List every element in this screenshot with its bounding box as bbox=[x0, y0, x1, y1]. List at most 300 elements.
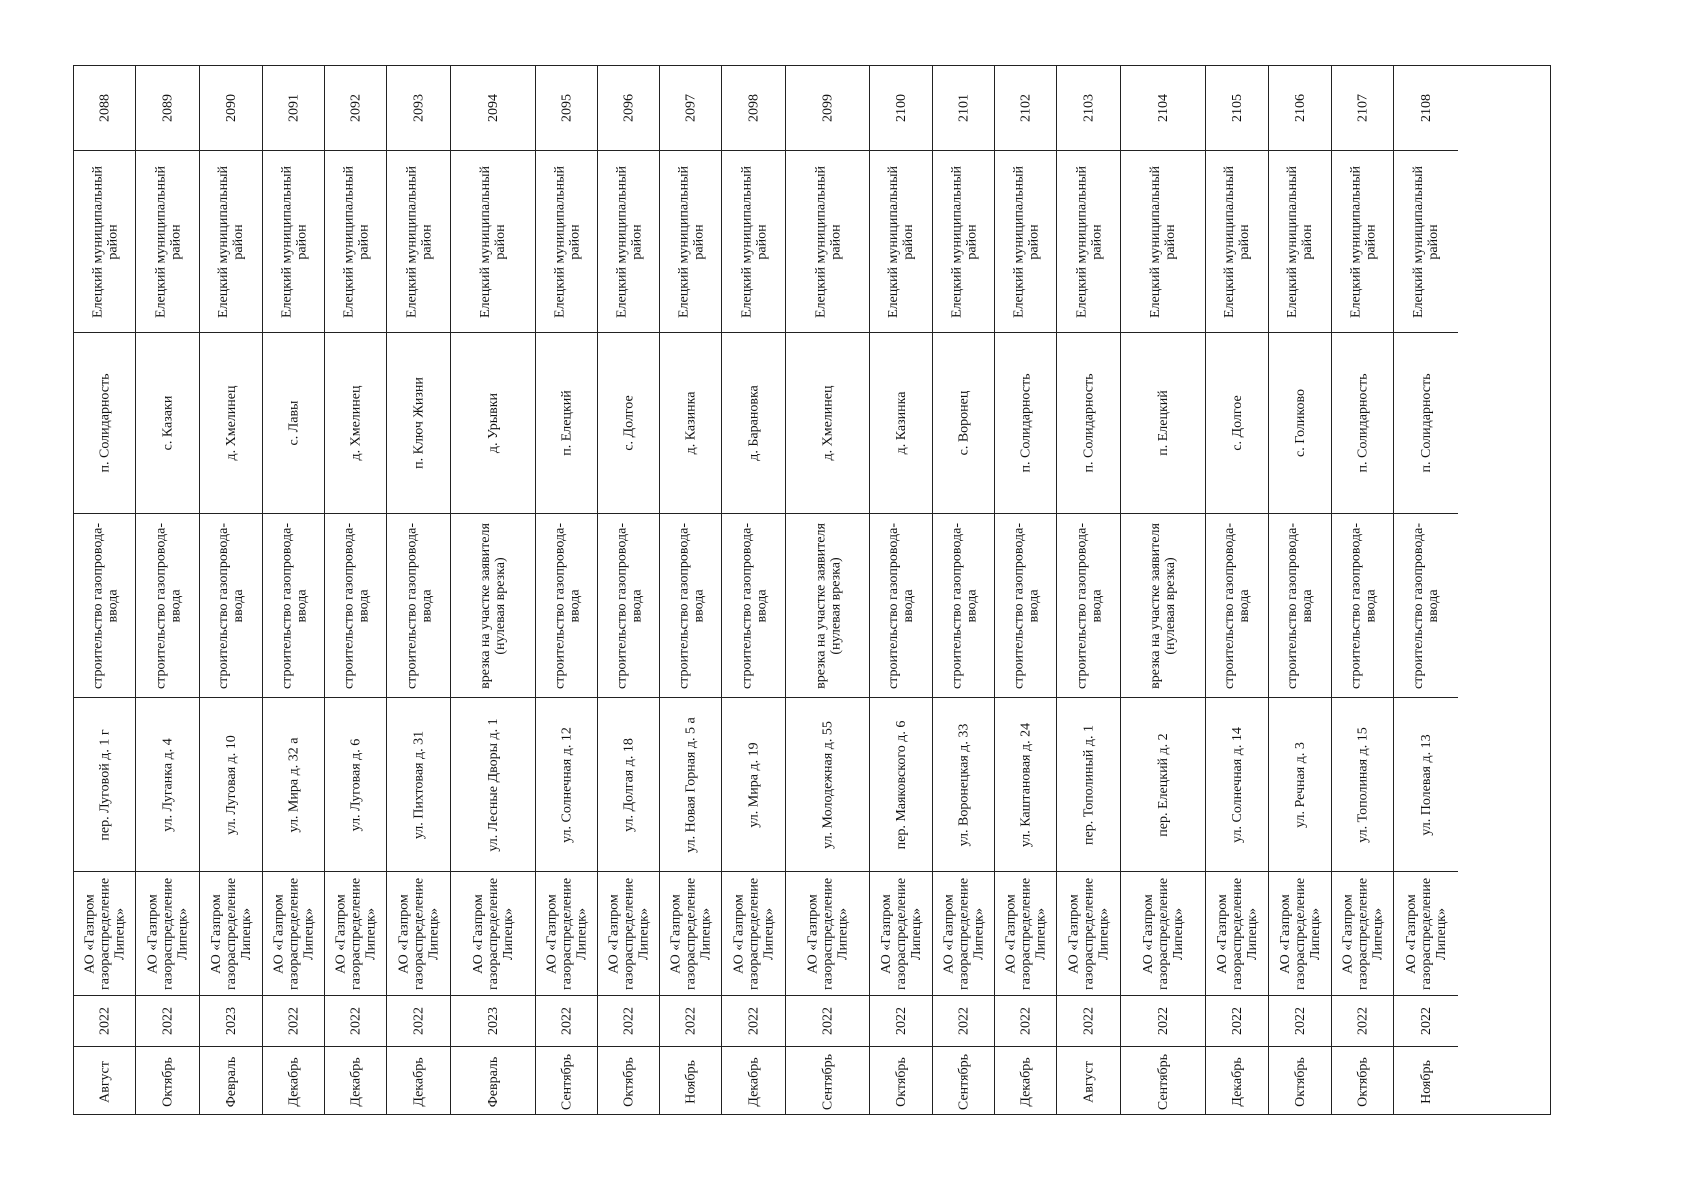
row-number: 2100 bbox=[893, 94, 909, 122]
year: 2022 bbox=[1018, 1007, 1033, 1035]
month: Декабрь bbox=[348, 1056, 363, 1107]
month-cell bbox=[200, 1047, 262, 1116]
work-type-cell bbox=[263, 514, 324, 698]
year: 2023 bbox=[223, 1007, 239, 1035]
organization: АО «Газпром газораспределение Липецк» bbox=[470, 877, 516, 990]
table-row bbox=[933, 66, 995, 1114]
table-row bbox=[536, 66, 598, 1114]
work-type-cell bbox=[325, 514, 386, 698]
district-cell bbox=[1121, 151, 1205, 333]
year-cell bbox=[74, 996, 135, 1047]
work-type: врезка на участке заявителя (нулевая врезка) bbox=[478, 522, 508, 689]
address: ул. Луговая д. 6 bbox=[348, 738, 363, 831]
work-type-cell bbox=[1057, 514, 1120, 698]
district: Елецкий муниципальный район bbox=[613, 165, 644, 318]
month-cell bbox=[870, 1047, 932, 1116]
month-cell bbox=[136, 1047, 199, 1116]
row-number: 2106 bbox=[1292, 94, 1308, 122]
address: ул. Солнечная д. 12 bbox=[559, 726, 574, 843]
row-number-cell bbox=[1121, 66, 1205, 151]
locality-cell bbox=[387, 333, 450, 514]
address-cell bbox=[1206, 698, 1268, 872]
work-type: строительство газопровода-ввода bbox=[1411, 522, 1441, 689]
organization: АО «Газпром газораспределение Липецк» bbox=[1340, 877, 1385, 990]
month: Февраль bbox=[485, 1056, 501, 1107]
work-type-cell bbox=[74, 514, 135, 698]
work-type-cell bbox=[1394, 514, 1458, 698]
year-cell bbox=[995, 996, 1056, 1047]
work-type: строительство газопровода-ввода bbox=[340, 522, 371, 689]
district-cell bbox=[1057, 151, 1120, 333]
organization: АО «Газпром газораспределение Липецк» bbox=[1140, 877, 1186, 990]
organization-cell bbox=[1057, 872, 1120, 996]
row-number: 2094 bbox=[485, 94, 501, 122]
address: ул. Речная д. 3 bbox=[1292, 741, 1308, 828]
table-row bbox=[722, 66, 786, 1114]
locality-cell bbox=[536, 333, 597, 514]
month: Декабрь bbox=[746, 1056, 761, 1107]
organization: АО «Газпром газораспределение Липецк» bbox=[878, 877, 924, 990]
year: 2022 bbox=[348, 1007, 363, 1035]
district: Елецкий муниципальный район bbox=[478, 165, 508, 318]
locality: п. Елецкий bbox=[1155, 390, 1171, 456]
district-cell bbox=[1332, 151, 1393, 333]
year: 2022 bbox=[621, 1007, 636, 1035]
locality-cell bbox=[722, 333, 785, 514]
work-type: строительство газопровода-ввода bbox=[1073, 522, 1104, 689]
month: Февраль bbox=[223, 1056, 239, 1107]
address-cell bbox=[325, 698, 386, 872]
work-type-cell bbox=[870, 514, 932, 698]
row-number: 2092 bbox=[348, 94, 363, 122]
row-number-cell bbox=[74, 66, 135, 151]
month-cell bbox=[1057, 1047, 1120, 1116]
work-type: строительство газопровода-ввода bbox=[1347, 522, 1378, 689]
row-number: 2103 bbox=[1081, 94, 1096, 122]
locality-cell bbox=[1332, 333, 1393, 514]
row-number: 2093 bbox=[411, 94, 426, 122]
locality-cell bbox=[451, 333, 535, 514]
organization: АО «Газпром газораспределение Липецк» bbox=[396, 877, 441, 990]
work-type-cell bbox=[786, 514, 869, 698]
organization-cell bbox=[933, 872, 994, 996]
month-cell bbox=[1332, 1047, 1393, 1116]
locality-cell bbox=[1269, 333, 1331, 514]
locality: с. Голиково bbox=[1292, 389, 1308, 457]
month: Октябрь bbox=[621, 1056, 636, 1107]
address: ул. Воронецкая д. 33 bbox=[956, 723, 971, 846]
locality-cell bbox=[933, 333, 994, 514]
district: Елецкий муниципальный район bbox=[152, 165, 183, 318]
locality-cell bbox=[870, 333, 932, 514]
address: ул. Луговая д. 10 bbox=[223, 734, 239, 835]
year: 2022 bbox=[820, 1007, 835, 1035]
work-type: врезка на участке заявителя (нулевая врезка) bbox=[1148, 522, 1178, 689]
district: Елецкий муниципальный район bbox=[1010, 165, 1041, 318]
row-number-cell bbox=[870, 66, 932, 151]
table-row bbox=[1269, 66, 1332, 1114]
organization: АО «Газпром газораспределение Липецк» bbox=[82, 877, 127, 990]
address: ул. Мира д. 19 bbox=[746, 741, 761, 828]
address-cell bbox=[263, 698, 324, 872]
year: 2022 bbox=[286, 1007, 301, 1035]
district: Елецкий муниципальный район bbox=[812, 165, 843, 318]
address-cell bbox=[933, 698, 994, 872]
organization-cell bbox=[200, 872, 262, 996]
row-number-cell bbox=[1269, 66, 1331, 151]
month: Ноябрь bbox=[1418, 1059, 1434, 1104]
work-type: строительство газопровода-ввода bbox=[675, 522, 706, 689]
work-type: строительство газопровода-ввода bbox=[613, 522, 644, 689]
work-type: строительство газопровода-ввода bbox=[216, 522, 246, 689]
month: Сентябрь bbox=[820, 1053, 835, 1110]
organization-cell bbox=[995, 872, 1056, 996]
table-row bbox=[1057, 66, 1121, 1114]
district: Елецкий муниципальный район bbox=[1222, 165, 1252, 318]
work-type-cell bbox=[1121, 514, 1205, 698]
district-cell bbox=[1394, 151, 1458, 333]
year-cell bbox=[786, 996, 869, 1047]
year-cell bbox=[598, 996, 659, 1047]
month-cell bbox=[325, 1047, 386, 1116]
address: ул. Лесные Дворы д. 1 bbox=[485, 717, 501, 852]
table-row bbox=[786, 66, 870, 1114]
year-cell bbox=[1394, 996, 1458, 1047]
district: Елецкий муниципальный район bbox=[89, 165, 120, 318]
locality-cell bbox=[1394, 333, 1458, 514]
table-row bbox=[1332, 66, 1394, 1114]
work-type: строительство газопровода-ввода bbox=[738, 522, 769, 689]
month: Декабрь bbox=[1229, 1056, 1245, 1107]
row-number: 2104 bbox=[1155, 94, 1171, 122]
locality: п. Солидарность bbox=[1018, 373, 1033, 473]
organization-cell bbox=[536, 872, 597, 996]
work-type: строительство газопровода-ввода bbox=[152, 522, 183, 689]
month: Октябрь bbox=[893, 1056, 909, 1107]
organization-cell bbox=[451, 872, 535, 996]
month: Октябрь bbox=[1292, 1056, 1308, 1107]
row-number-cell bbox=[722, 66, 785, 151]
locality-cell bbox=[598, 333, 659, 514]
locality: д. Урывки bbox=[485, 392, 501, 454]
address: пер. Тополиный д. 1 bbox=[1081, 724, 1096, 845]
row-number-cell bbox=[1057, 66, 1120, 151]
work-type: строительство газопровода-ввода bbox=[1285, 522, 1315, 689]
district-cell bbox=[200, 151, 262, 333]
organization: АО «Газпром газораспределение Липецк» bbox=[606, 877, 651, 990]
district-cell bbox=[536, 151, 597, 333]
address-cell bbox=[995, 698, 1056, 872]
year: 2022 bbox=[1418, 1007, 1434, 1035]
locality: с. Казаки bbox=[160, 395, 175, 451]
organization-cell bbox=[387, 872, 450, 996]
work-type: врезка на участке заявителя (нулевая врезка) bbox=[812, 522, 843, 689]
month-cell bbox=[995, 1047, 1056, 1116]
table-row bbox=[598, 66, 660, 1114]
row-number: 2107 bbox=[1355, 94, 1370, 122]
organization: АО «Газпром газораспределение Липецк» bbox=[1066, 877, 1111, 990]
work-type: строительство газопровода-ввода bbox=[948, 522, 979, 689]
locality: с. Долгое bbox=[1229, 395, 1245, 451]
table-row bbox=[263, 66, 325, 1114]
month-cell bbox=[451, 1047, 535, 1116]
year: 2023 bbox=[485, 1007, 501, 1035]
row-number: 2098 bbox=[746, 94, 761, 122]
address-cell bbox=[387, 698, 450, 872]
year: 2022 bbox=[1081, 1007, 1096, 1035]
work-type-cell bbox=[536, 514, 597, 698]
row-number: 2097 bbox=[683, 94, 698, 122]
row-number-cell bbox=[660, 66, 721, 151]
year: 2022 bbox=[1229, 1007, 1245, 1035]
work-type-cell bbox=[1332, 514, 1393, 698]
organization: АО «Газпром газораспределение Липецк» bbox=[1403, 877, 1449, 990]
work-type: строительство газопровода-ввода bbox=[551, 522, 582, 689]
year: 2022 bbox=[97, 1007, 112, 1035]
organization: АО «Газпром газораспределение Липецк» bbox=[544, 877, 589, 990]
month-cell bbox=[74, 1047, 135, 1116]
organization-cell bbox=[74, 872, 135, 996]
organization: АО «Газпром газораспределение Липецк» bbox=[805, 877, 850, 990]
district: Елецкий муниципальный район bbox=[340, 165, 371, 318]
district-cell bbox=[786, 151, 869, 333]
locality: п. Ключ Жизни bbox=[411, 377, 426, 469]
address: ул. Молодежная д. 55 bbox=[820, 720, 835, 849]
address: пер. Маяковского д. 6 bbox=[893, 720, 909, 849]
address-cell bbox=[722, 698, 785, 872]
organization-cell bbox=[1394, 872, 1458, 996]
locality-cell bbox=[1121, 333, 1205, 514]
work-type-cell bbox=[200, 514, 262, 698]
table-row bbox=[74, 66, 136, 1114]
organization-cell bbox=[325, 872, 386, 996]
address-cell bbox=[1332, 698, 1393, 872]
organization: АО «Газпром газораспределение Липецк» bbox=[145, 877, 190, 990]
organization-cell bbox=[136, 872, 199, 996]
district: Елецкий муниципальный район bbox=[551, 165, 582, 318]
organization: АО «Газпром газораспределение Липецк» bbox=[668, 877, 713, 990]
row-number: 2096 bbox=[621, 94, 636, 122]
address: ул. Луганка д. 4 bbox=[160, 737, 175, 832]
table-row bbox=[200, 66, 263, 1114]
row-number-cell bbox=[136, 66, 199, 151]
address: ул. Полевая д. 13 bbox=[1418, 733, 1434, 836]
organization-cell bbox=[660, 872, 721, 996]
district-cell bbox=[387, 151, 450, 333]
locality: д. Хмелинец bbox=[223, 385, 239, 461]
locality-cell bbox=[995, 333, 1056, 514]
row-number-cell bbox=[536, 66, 597, 151]
district: Елецкий муниципальный район bbox=[886, 165, 916, 318]
organization-cell bbox=[1269, 872, 1331, 996]
month: Сентябрь bbox=[956, 1053, 971, 1110]
district: Елецкий муниципальный район bbox=[403, 165, 434, 318]
month-cell bbox=[387, 1047, 450, 1116]
district-cell bbox=[933, 151, 994, 333]
year-cell bbox=[870, 996, 932, 1047]
district: Елецкий муниципальный район bbox=[216, 165, 246, 318]
address-cell bbox=[200, 698, 262, 872]
organization-cell bbox=[598, 872, 659, 996]
work-type-cell bbox=[598, 514, 659, 698]
month-cell bbox=[1394, 1047, 1458, 1116]
locality: п. Солидарность bbox=[1081, 373, 1096, 473]
row-number-cell bbox=[1206, 66, 1268, 151]
table-row bbox=[136, 66, 200, 1114]
year-cell bbox=[387, 996, 450, 1047]
address: пер. Елецкий д. 2 bbox=[1155, 732, 1171, 837]
row-number-cell bbox=[786, 66, 869, 151]
district: Елецкий муниципальный район bbox=[278, 165, 309, 318]
month-cell bbox=[786, 1047, 869, 1116]
district-cell bbox=[1206, 151, 1268, 333]
year: 2022 bbox=[411, 1007, 426, 1035]
locality: с. Долгое bbox=[621, 395, 636, 451]
month: Ноябрь bbox=[683, 1059, 698, 1104]
district-cell bbox=[263, 151, 324, 333]
organization: АО «Газпром газораспределение Липецк» bbox=[1003, 877, 1048, 990]
address-cell bbox=[660, 698, 721, 872]
work-type: строительство газопровода-ввода bbox=[403, 522, 434, 689]
organization-cell bbox=[1332, 872, 1393, 996]
district: Елецкий муниципальный район bbox=[1073, 165, 1104, 318]
month: Октябрь bbox=[160, 1056, 175, 1107]
month: Сентябрь bbox=[1155, 1053, 1171, 1110]
address-cell bbox=[786, 698, 869, 872]
locality: п. Елецкий bbox=[559, 390, 574, 456]
month-cell bbox=[933, 1047, 994, 1116]
organization: АО «Газпром газораспределение Липецк» bbox=[333, 877, 378, 990]
row-number: 2091 bbox=[286, 94, 301, 122]
district-cell bbox=[722, 151, 785, 333]
year-cell bbox=[1206, 996, 1268, 1047]
month: Октябрь bbox=[1355, 1056, 1370, 1107]
locality: п. Солидарность bbox=[97, 373, 112, 473]
district: Елецкий муниципальный район bbox=[948, 165, 979, 318]
district-cell bbox=[870, 151, 932, 333]
month-cell bbox=[1269, 1047, 1331, 1116]
locality-cell bbox=[136, 333, 199, 514]
address: ул. Мира д. 32 а bbox=[286, 737, 301, 832]
address-cell bbox=[1057, 698, 1120, 872]
work-type: строительство газопровода-ввода bbox=[278, 522, 309, 689]
month: Август bbox=[97, 1060, 112, 1103]
row-number: 2090 bbox=[223, 94, 239, 122]
year-cell bbox=[1332, 996, 1393, 1047]
locality: с. Воронец bbox=[956, 390, 971, 456]
year-cell bbox=[722, 996, 785, 1047]
table-row bbox=[325, 66, 387, 1114]
row-number: 2099 bbox=[820, 94, 835, 122]
row-number-cell bbox=[933, 66, 994, 151]
locality-cell bbox=[74, 333, 135, 514]
month: Декабрь bbox=[1018, 1056, 1033, 1107]
month-cell bbox=[660, 1047, 721, 1116]
work-type-cell bbox=[451, 514, 535, 698]
organization-cell bbox=[722, 872, 785, 996]
row-number-cell bbox=[598, 66, 659, 151]
address: ул. Долгая д. 18 bbox=[621, 737, 636, 832]
row-number: 2102 bbox=[1018, 94, 1033, 122]
organization-cell bbox=[1206, 872, 1268, 996]
row-number-cell bbox=[1332, 66, 1393, 151]
locality-cell bbox=[200, 333, 262, 514]
table-row bbox=[451, 66, 536, 1114]
work-type-cell bbox=[387, 514, 450, 698]
table-row bbox=[1394, 66, 1458, 1114]
address-cell bbox=[136, 698, 199, 872]
month-cell bbox=[1121, 1047, 1205, 1116]
organization-cell bbox=[870, 872, 932, 996]
work-type-cell bbox=[1269, 514, 1331, 698]
address-cell bbox=[536, 698, 597, 872]
gasification-table bbox=[73, 65, 1551, 1115]
year-cell bbox=[451, 996, 535, 1047]
table-row bbox=[870, 66, 933, 1114]
row-number: 2101 bbox=[956, 94, 971, 122]
district-cell bbox=[660, 151, 721, 333]
district: Елецкий муниципальный район bbox=[675, 165, 706, 318]
district: Елецкий муниципальный район bbox=[1148, 165, 1178, 318]
table-row bbox=[387, 66, 451, 1114]
locality: с. Лавы bbox=[286, 400, 301, 446]
address: ул. Солнечная д. 14 bbox=[1229, 726, 1245, 843]
year: 2022 bbox=[956, 1007, 971, 1035]
organization: АО «Газпром газораспределение Липецк» bbox=[941, 877, 986, 990]
district: Елецкий муниципальный район bbox=[1347, 165, 1378, 318]
district-cell bbox=[1269, 151, 1331, 333]
locality-cell bbox=[786, 333, 869, 514]
locality: д. Хмелинец bbox=[348, 385, 363, 461]
year-cell bbox=[1121, 996, 1205, 1047]
month: Декабрь bbox=[411, 1056, 426, 1107]
month-cell bbox=[1206, 1047, 1268, 1116]
organization-cell bbox=[786, 872, 869, 996]
year-cell bbox=[933, 996, 994, 1047]
district-cell bbox=[451, 151, 535, 333]
row-number: 2088 bbox=[97, 94, 112, 122]
month: Август bbox=[1081, 1060, 1096, 1103]
district-cell bbox=[74, 151, 135, 333]
locality: д. Барановка bbox=[746, 385, 761, 461]
row-number: 2089 bbox=[160, 94, 175, 122]
address: ул. Пихтовая д. 31 bbox=[411, 730, 426, 839]
month: Декабрь bbox=[286, 1056, 301, 1107]
work-type-cell bbox=[136, 514, 199, 698]
year: 2022 bbox=[1292, 1007, 1308, 1035]
row-number-cell bbox=[1394, 66, 1458, 151]
address-cell bbox=[598, 698, 659, 872]
address-cell bbox=[74, 698, 135, 872]
address: ул. Каштановая д. 24 bbox=[1018, 722, 1033, 847]
organization: АО «Газпром газораспределение Липецк» bbox=[1277, 877, 1323, 990]
year: 2022 bbox=[893, 1007, 909, 1035]
table-row bbox=[995, 66, 1057, 1114]
row-number-cell bbox=[995, 66, 1056, 151]
row-number-cell bbox=[263, 66, 324, 151]
year-cell bbox=[200, 996, 262, 1047]
year: 2022 bbox=[160, 1007, 175, 1035]
year-cell bbox=[660, 996, 721, 1047]
year-cell bbox=[263, 996, 324, 1047]
year: 2022 bbox=[1355, 1007, 1370, 1035]
address-cell bbox=[451, 698, 535, 872]
year: 2022 bbox=[559, 1007, 574, 1035]
organization: АО «Газпром газораспределение Липецк» bbox=[731, 877, 776, 990]
organization-cell bbox=[1121, 872, 1205, 996]
organization: АО «Газпром газораспределение Липецк» bbox=[208, 877, 254, 990]
work-type: строительство газопровода-ввода bbox=[1010, 522, 1041, 689]
